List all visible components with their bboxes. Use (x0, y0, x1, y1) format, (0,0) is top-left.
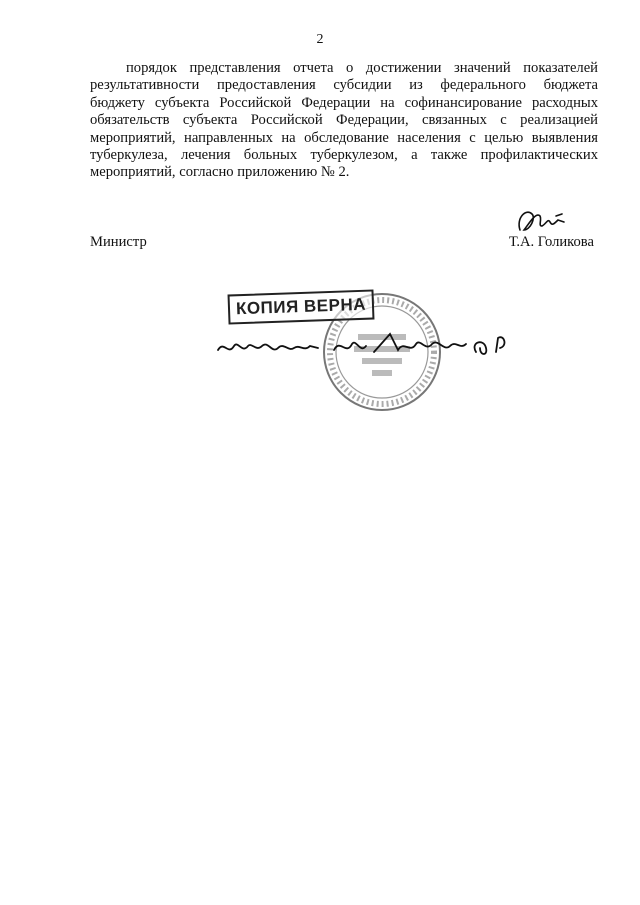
copy-certified-stamp: КОПИЯ ВЕРНА (228, 289, 375, 324)
certification-area (200, 280, 520, 440)
body-line: порядок представления отчета о достижении значений показателей (126, 60, 598, 76)
body-line: обязательств субъекта Российской Федерации, связанных с реализацией (90, 112, 598, 129)
body-line: бюджету субъекта Российской Федерации на софинансирование расходных (90, 94, 598, 111)
signature-mark (512, 204, 572, 238)
body-line: результативности предоставления субсидии из федерального бюджета (90, 77, 598, 94)
signer-position: Министр (90, 234, 147, 250)
body-line: мероприятий, согласно приложению № 2. (90, 164, 350, 181)
handwritten-annotation (214, 326, 514, 362)
body-line: мероприятий, направленных на обследование населения с целью выявления (90, 129, 598, 146)
page-number: 2 (316, 32, 324, 47)
body-paragraph (90, 60, 598, 182)
body-line: туберкулеза, лечения больных туберкулезом, а также профилактических (90, 147, 598, 164)
signer-name: Т.А. Голикова (508, 234, 594, 250)
